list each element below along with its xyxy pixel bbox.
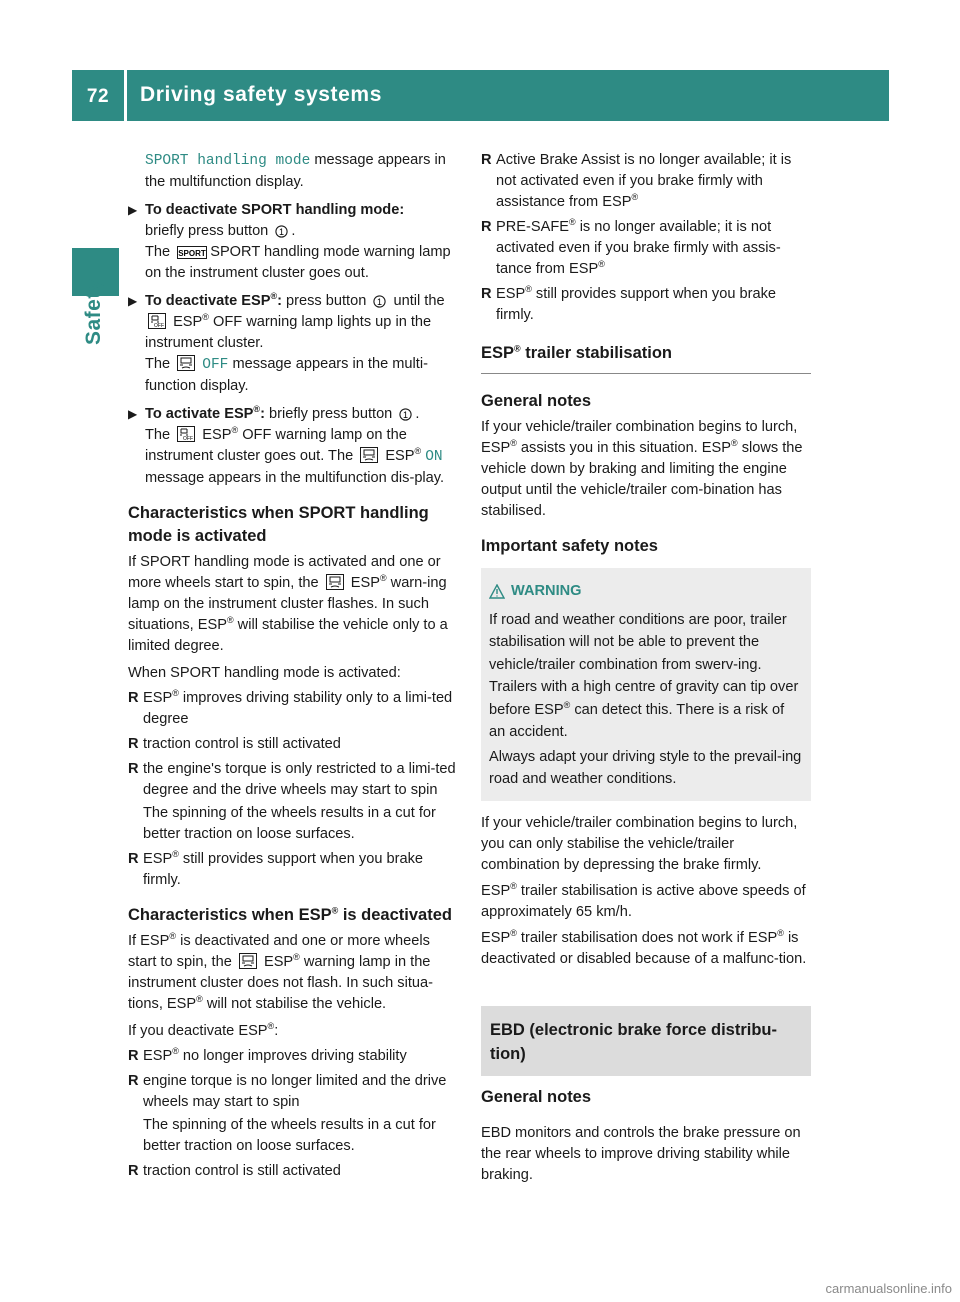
- step-deactivate-sport: ▶ To deactivate SPORT handling mode: briefly press button 1 . The SPORT SPORT handling mode warning lamp on the instrument cluster goes out.: [128, 202, 451, 281]
- warning-triangle-icon: [489, 584, 505, 599]
- svg-text:OFF: OFF: [154, 323, 164, 329]
- esp-warning-icon: [326, 574, 344, 590]
- warning-box: WARNING If road and weather conditions are poor, trailer stabilisation will not be able to prevent the vehicle/trailer combination from swerv-ing. Trailers with a high centre of gravity can tip over before ESP® can detect this. There is a risk of an accident. Always adapt your driving style to the prevail-ing road and weather conditions.: [481, 568, 811, 801]
- esp-deactivated-heading: Characteristics when ESP® is deactivated: [128, 905, 452, 924]
- warning-title: WARNING: [489, 580, 802, 603]
- svg-text:1: 1: [403, 410, 409, 420]
- esp-off-warning-icon: [177, 426, 195, 442]
- svg-text:1: 1: [377, 297, 383, 307]
- esp-warning-icon: [239, 953, 257, 969]
- svg-text:OFF: OFF: [183, 436, 194, 442]
- safety-notes-heading: Important safety notes: [481, 537, 658, 555]
- button-marker-1-icon: [275, 225, 288, 238]
- sport-when: When SPORT handling mode is activated:: [128, 665, 401, 681]
- list-item: R ESP® improves driving stability only to a limi-ted degree: [128, 688, 453, 727]
- esp-off-warning-icon: [148, 313, 166, 329]
- page-number: 72: [86, 86, 110, 107]
- step-arrow-icon: ▶: [128, 294, 138, 308]
- list-item: R traction control is still activated: [128, 1163, 341, 1179]
- display-message: SPORT handling mode: [145, 153, 311, 169]
- sport-paragraph: If SPORT handling mode is activated and one or more wheels start to spin, the ESP® warn-ing lamp on the instrument cluster flashes. In such situations, ESP® will stabilise the vehicle only to a limited degree.: [128, 554, 448, 654]
- sport-warning-icon: [177, 246, 207, 259]
- ebd-general-notes-heading: General notes: [481, 1087, 592, 1106]
- esp-deactivated-paragraph: If ESP® is deactivated and one or more wheels start to spin, the ESP® warning lamp in the instrument cluster does not flash. In such situa-tions, ESP® will not stabilise the vehicle.: [128, 931, 433, 1012]
- list-item: R Active Brake Assist is no longer available; it is not activated even if you brake firmly with assistance from ESP®: [481, 152, 792, 210]
- ebd-paragraph: EBD monitors and controls the brake pressure on the rear wheels to improve driving stability while braking.: [481, 1124, 801, 1183]
- not-work-paragraph: ESP® trailer stabilisation does not work if ESP® is deactivated or disabled because of a malfunc-tion.: [481, 927, 807, 967]
- header-divider: [124, 70, 127, 121]
- list-item: R the engine's torque is only restricted to a limi-ted degree and the drive wheels may start to spin The spinning of the wheels results in a cut for better traction on loose surfaces.: [128, 761, 456, 842]
- svg-text:1: 1: [279, 227, 285, 237]
- esp-warning-icon: [360, 447, 378, 463]
- button-marker-1-icon: [373, 295, 386, 308]
- general-notes-heading: General notes: [481, 392, 592, 410]
- ebd-section-heading: EBD (electronic brake force distribu-tion): [481, 1006, 811, 1076]
- svg-text:SPORT: SPORT: [178, 248, 206, 258]
- step-deactivate-esp: ▶ To deactivate ESP®: press button 1 until the OFF ESP® OFF warning lamp lights up in the instrument cluster. The OFF message appears in the multi-function display.: [128, 291, 445, 394]
- side-tab-label: Safety: [82, 278, 105, 345]
- watermark: carmanualsonline.info: [825, 1281, 952, 1296]
- left-column: [128, 150, 460, 1182]
- list-item: R ESP® still provides support when you brake firmly.: [128, 849, 424, 888]
- list-item: R ESP® still provides support when you brake firmly.: [481, 284, 777, 323]
- right-column: [481, 150, 811, 1186]
- step-arrow-icon: ▶: [128, 203, 138, 217]
- esp-warning-icon: [177, 355, 195, 371]
- button-marker-1-icon: [399, 408, 412, 421]
- step-activate-esp: ▶ To activate ESP®: briefly press button 1 . The OFF ESP® OFF warning lamp on the instrument cluster goes out. The ESP® ON message appears in the multifunction dis-play.: [128, 404, 445, 486]
- deactivate-if: If you deactivate ESP®:: [128, 1021, 279, 1039]
- step-arrow-icon: ▶: [128, 407, 138, 421]
- list-item: R ESP® no longer improves driving stability: [128, 1046, 407, 1064]
- active-speed-paragraph: ESP® trailer stabilisation is active above speeds of approximately 65 km/h.: [481, 880, 806, 920]
- list-item: R PRE-SAFE® is no longer available; it is not activated even if you brake firmly with assis-tance from ESP®: [481, 217, 781, 277]
- general-notes-paragraph: If your vehicle/trailer combination begins to lurch, ESP® assists you in this situation. ESP® slows the vehicle down by braking and limiting the engine output until the vehicle/trailer com-bination has stabilised.: [481, 419, 803, 519]
- chapter-title: Driving safety systems: [140, 83, 382, 106]
- list-item: R traction control is still activated: [128, 736, 341, 752]
- sport-characteristics-heading: Characteristics when SPORT handling mode is activated: [128, 504, 429, 545]
- lurch-paragraph: If your vehicle/trailer combination begins to lurch, you can only stabilise the vehicle/trailer combination by depressing the brake firmly.: [481, 814, 798, 873]
- list-item: R engine torque is no longer limited and the drive wheels may start to spin The spinning of the wheels results in a cut for better traction on loose surfaces.: [128, 1073, 447, 1154]
- trailer-stabilisation-heading: ESP® trailer stabilisation: [481, 343, 811, 374]
- intro-paragraph: SPORT handling mode message appears in the multifunction display.: [145, 152, 446, 190]
